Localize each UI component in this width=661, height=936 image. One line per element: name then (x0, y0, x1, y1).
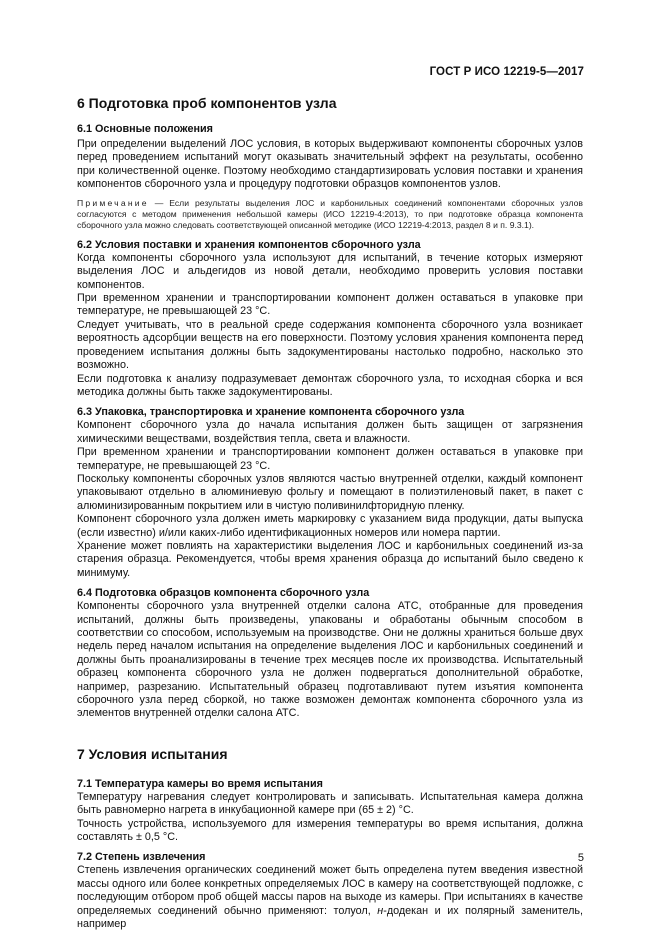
paragraph: При временном хранении и транспортировании компонент должен оставаться в упаковке при температуре, не превышающей 23 °С. (77, 446, 583, 472)
paragraph: При временном хранении и транспортировании компонент должен оставаться в упаковке при температуре, не превышающей 23 °С. (77, 292, 583, 318)
subsection-6-2-title: 6.2 Условия поставки и хранения компонентов сборочного узла (77, 238, 421, 251)
subsection-6-1-title: 6.1 Основные положения (77, 123, 213, 135)
note-label: Примечание (77, 197, 149, 208)
paragraph: Следует учитывать, что в реальной среде содержания компонента сборочного узла возникает вероятность адсорбции веществ на его поверхности. Поэтому условия хранения компонента перед проведением испытания должны быть задокументированы настолько подробно, насколько это возможно. (77, 318, 583, 372)
paragraph: Компонент сборочного узла до начала испытания должен быть защищен от загрязнения химическими веществами, воздействия тепла, света и влажности. (77, 419, 583, 445)
italic-text: н (377, 904, 384, 917)
paragraph: При определении выделений ЛОС условия, в которых выдерживают компоненты сборочных узлов перед проведением испытаний могут оказывать значительный эффект на результаты, особенно при количественной оценке. Поэтому необходимо стандартизировать условия поставки и хранения компонентов сборочного узла и процедуру подготовки образцов компонентов узлов. (77, 138, 583, 191)
subsection-7-1-title: 7.1 Температура камеры во время испытания (77, 777, 323, 790)
paragraph: Температуру нагревания следует контролировать и записывать. Испытательная камера должна быть равномерно нагрета в инкубационной камере при (65 ± 2) °С. (77, 790, 583, 817)
standard-header: ГОСТ Р ИСО 12219-5—2017 (429, 66, 584, 78)
paragraph-text: -додекан и их полярный заменитель, например (77, 904, 583, 931)
subsection-7-2-title: 7.2 Степень извлечения (77, 851, 206, 864)
note-text: — Если результаты выделения ЛОС и карбонильных соединений компонентами сборочных узлов согласуются с методом применения небольшой камеры (ИСО 12219-4:2013), то при подготовке образца компонента сборочного узла можно следовать соответствующей описанной методике (ИСО 12219-4:2013, раздел 8 и п. 9.3.1). (77, 197, 583, 231)
subsection-6-3-title: 6.3 Упаковка, транспортировка и хранение компонента сборочного узла (77, 406, 465, 419)
paragraph: Когда компоненты сборочного узла используют для испытаний, в течение которых измеряют выделения ЛОС и альдегидов из новой детали, необходимо проверить условия поставки компонентов. (77, 251, 583, 291)
paragraph-text: Степень извлечения органических соединений может быть определена путем введения известной массы одного или более конкретных определяемых ЛОС в камеру на соответствующей подложке, с последующим отбором проб общей массы паров на выходе из камеры. При испытаниях в качестве определяемых соединений обычно применяют: толуол, (77, 864, 583, 917)
paragraph: Хранение может повлиять на характеристики выделения ЛОС и карбонильных соединений из-за старения образца. Рекомендуется, чтобы время хранения образца до испытаний было сведено к минимуму. (77, 539, 583, 579)
note (77, 198, 583, 232)
paragraph (77, 864, 583, 931)
page-number: 5 (577, 852, 584, 864)
paragraph: Компоненты сборочного узла внутренней отделки салона АТС, отобранные для проведения испытаний, должны быть произведены, упакованы и обработаны обычным способом в соответствии со способом, используемым на производстве. Они не должны храниться больше двух недель перед началом испытания на определение выделения ЛОС и карбонильных соединений и должны быть проанализированы в течение трех месяцев после их производства. Испытательный образец компонента сборочного узла не должен подвергаться дополнительной обработке, например, разрезанию. Испытательный образец подготавливают путем изъятия компонента сборочного узла перед сборкой, но также возможен демонтаж компонента сборочного узла из элементов внутренней отделки салона АТС. (77, 600, 583, 720)
paragraph: Если подготовка к анализу подразумевает демонтаж сборочного узла, то исходная сборка и вся методика должны быть также задокументированы. (77, 372, 583, 398)
page-content (77, 94, 583, 932)
subsection-6-4-title: 6.4 Подготовка образцов компонента сборочного узла (77, 587, 370, 600)
paragraph: Компонент сборочного узла должен иметь маркировку с указанием вида продукции, даты выпуска (если известно) и/или каких-либо идентификационных номеров или номера партии. (77, 513, 583, 539)
paragraph: Точность устройства, используемого для измерения температуры во время испытания, должна составлять ± 0,5 °С. (77, 817, 583, 844)
section-6-title: 6 Подготовка проб компонентов узла (77, 95, 337, 111)
section-7-title: 7 Условия испытания (77, 745, 228, 762)
paragraph: Поскольку компоненты сборочных узлов являются частью внутренней отделки, каждый компонент упаковывают отдельно в алюминиевую фольгу и помещают в полиэтиленовый пакет, в пакет с алюминизированным покрытием или в чистую поливинилфторидную пленку. (77, 472, 583, 512)
